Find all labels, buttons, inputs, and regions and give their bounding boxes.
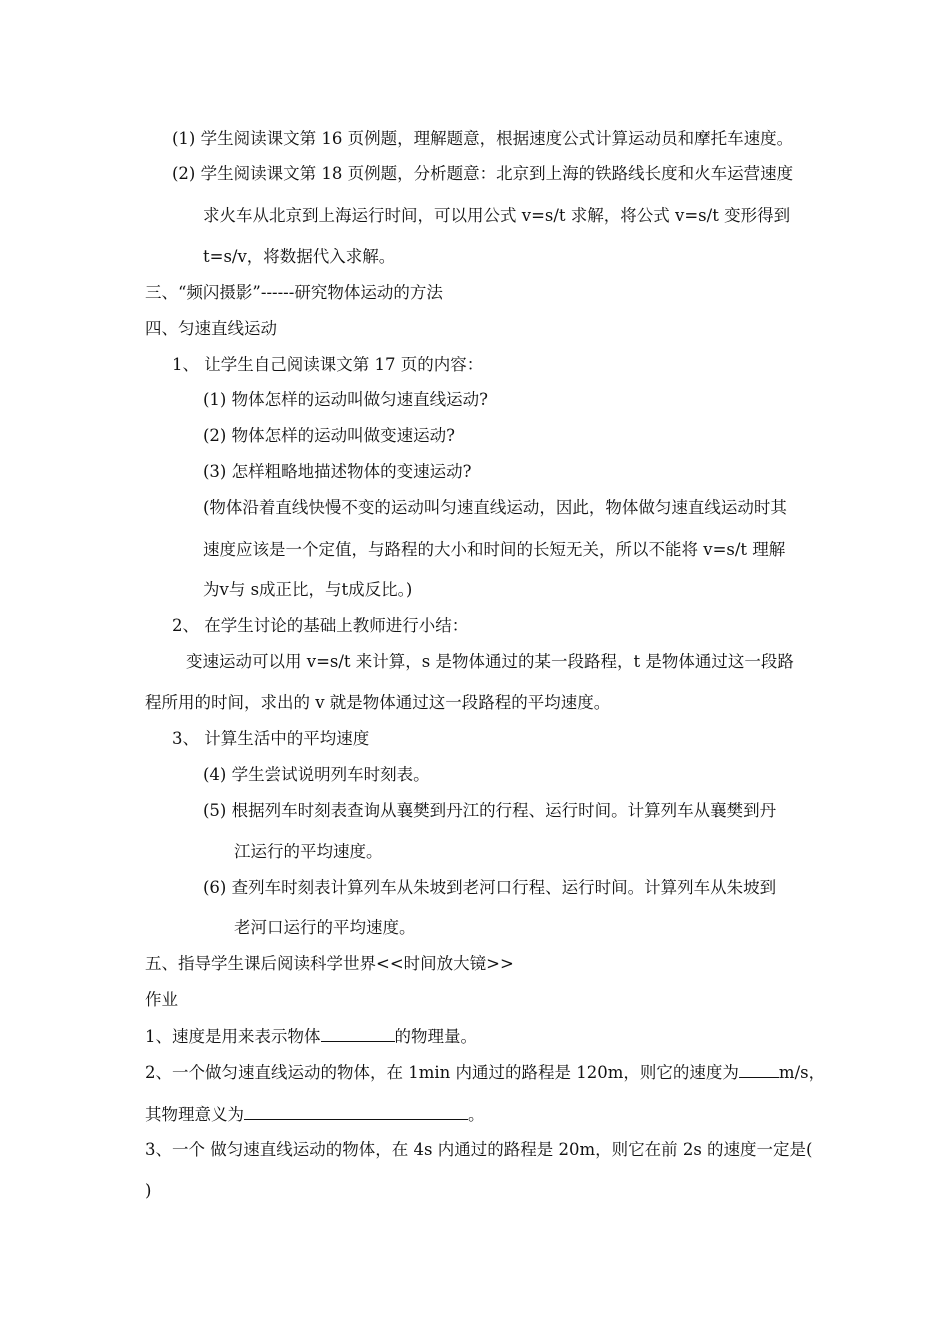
item-2-text: 2、 在学生讨论的基础上教师进行小结： [172,616,469,635]
homework-1-suffix: 的物理量。 [394,1027,477,1046]
question-5-line2: 江运行的平均速度。 [234,842,383,861]
homework-1-prefix: 1、速度是用来表示物体 [145,1027,321,1046]
homework-item-2 [145,1061,825,1084]
homework-2b-suffix: 。 [468,1105,485,1124]
question-1: (1) 物体怎样的运动叫做匀速直线运动? [203,390,488,409]
section-5-heading: 五、指导学生课后阅读科学世界<<时间放大镜>> [145,954,514,973]
homework-2-unit: m/s， [778,1063,826,1082]
step-2-text-line2: 求火车从北京到上海运行时间，可以用公式 v=s/t 求解，将公式 v=s/t 变形得到 [203,206,791,225]
item-3-text: 3、 计算生活中的平均速度 [172,729,370,748]
step-2-text-line1: (2) 学生阅读课文第 18 页例题，分析题意：北京到上海的铁路线长度和火车运营速度 [172,164,794,183]
homework-2b-prefix: 其物理意义为 [145,1105,244,1124]
step-1-text: (1) 学生阅读课文第 16 页例题，理解题意，根据速度公式计算运动员和摩托车速度。 [172,129,794,148]
homework-2-speed-blank[interactable] [739,1061,779,1078]
question-3: (3) 怎样粗略地描述物体的变速运动? [203,462,472,481]
note-line3: 为v与 s成正比，与t成反比。) [203,580,413,599]
homework-2-meaning-blank[interactable] [244,1103,468,1120]
question-6-line2: 老河口运行的平均速度。 [234,918,416,937]
homework-item-3-line1: 3、一个 做匀速直线运动的物体，在 4s 内通过的路程是 20m，则它在前 2s 的速度一定是( [145,1140,813,1159]
summary-line1: 变速运动可以用 v=s/t 来计算，s 是物体通过的某一段路程，t 是物体通过这一段路 [186,652,794,671]
item-1-text: 1、 让学生自己阅读课文第 17 页的内容： [172,355,484,374]
section-3-heading: 三、“频闪摄影”------研究物体运动的方法 [145,283,443,302]
question-4: (4) 学生尝试说明列车时刻表。 [203,765,430,784]
section-4-heading: 四、匀速直线运动 [145,319,277,338]
homework-item-2-line2 [145,1103,485,1126]
homework-2-prefix: 2、一个做匀速直线运动的物体，在 1min 内通过的路程是 120m，则它的速度为 [145,1063,739,1082]
question-6-line1: (6) 查列车时刻表计算列车从朱坡到老河口行程、运行时间。计算列车从朱坡到 [203,878,777,897]
summary-line2: 程所用的时间，求出的 v 就是物体通过这一段路程的平均速度。 [145,693,611,712]
question-2: (2) 物体怎样的运动叫做变速运动? [203,426,455,445]
step-2-text-line3: t=s/v，将数据代入求解。 [203,247,396,266]
homework-item-1 [145,1025,477,1048]
homework-item-3-line2: ) [145,1181,152,1200]
note-line2: 速度应该是一个定值，与路程的大小和时间的长短无关，所以不能将 v=s/t 理解 [203,540,786,559]
homework-1-blank[interactable] [321,1025,395,1042]
homework-heading: 作业 [145,990,178,1009]
note-line1: (物体沿着直线快慢不变的运动叫匀速直线运动，因此，物体做匀速直线运动时其 [203,498,787,517]
question-5-line1: (5) 根据列车时刻表查询从襄樊到丹江的行程、运行时间。计算列车从襄樊到丹 [203,801,777,820]
